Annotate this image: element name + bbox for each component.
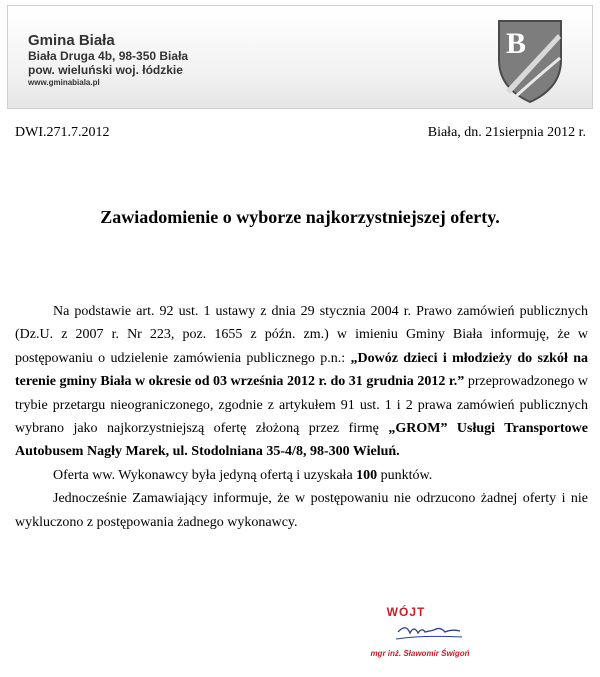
municipality-website: www.gminabiala.pl	[28, 78, 100, 87]
contract-name: „Dowóz dzieci i młodzieży do szkół na terenie gminy Biała w okresie od 03 września 2012 r. do 31 grudnia 2012 r.”	[15, 350, 588, 390]
handwritten-signature	[398, 628, 460, 633]
letterhead-text	[28, 32, 188, 88]
crest-letter: B	[506, 27, 527, 60]
paragraph-rejections: Jednocześnie Zamawiający informuje, że w postępowaniu nie odrzucono żadnej oferty i nie wykluczono z postępowania żadnego wykonawcy.	[15, 491, 588, 530]
letterhead	[7, 5, 593, 109]
score-value: 100	[356, 467, 378, 483]
municipality-name: Gmina Biała	[28, 32, 115, 49]
coat-of-arms-icon	[496, 18, 564, 104]
mayor-signature-stamp	[362, 599, 470, 667]
p1-text-1: Na podstawie art. 92 ust. 1 ustawy z dnia 29 stycznia 2004 r. Prawo zamówień publicznych (Dz.U. z 2007 r. Nr 223, poz. 1655 z późn. zm.) w imieniu Gminy Biała informuję, że w postępowaniu o udzielenie zamówienia publicznego p.n.:	[15, 304, 588, 366]
mayor-name: mgr inż. Sławomir Świgoń	[370, 649, 470, 658]
p2-text-1: Oferta ww. Wykonawcy była jedyną ofertą i uzyskała	[53, 467, 357, 483]
paragraph-score	[15, 464, 588, 487]
municipality-address: Biała Druga 4b, 98-350 Biała	[28, 49, 189, 63]
document-body	[15, 300, 588, 534]
stamp-title: WÓJT	[386, 605, 426, 619]
paragraph-decision	[15, 300, 588, 464]
p2-text-2: punktów.	[377, 467, 433, 483]
document-title: Zawiadomienie o wyborze najkorzystniejszej oferty.	[100, 207, 500, 227]
place-date: Biała, dn. 21sierpnia 2012 r.	[427, 125, 586, 140]
municipality-county: pow. wieluński woj. łódzkie	[28, 63, 183, 77]
p1-text-2: przeprowadzonego w trybie przetargu nieograniczonego, zgodnie z artykułem 91 ust. 1 i 2 prawa zamówień publicznych wybrano jako najkorzystniejszą ofertę złożoną przez firmę	[15, 374, 588, 437]
signature-underline	[396, 636, 462, 639]
winning-contractor: „GROM” Usługi Transportowe Autobusem Nagły Marek, ul. Stodolniana 35-4/8, 98-300 Wieluń.	[15, 421, 588, 460]
document-reference: DWI.271.7.2012	[15, 125, 110, 140]
